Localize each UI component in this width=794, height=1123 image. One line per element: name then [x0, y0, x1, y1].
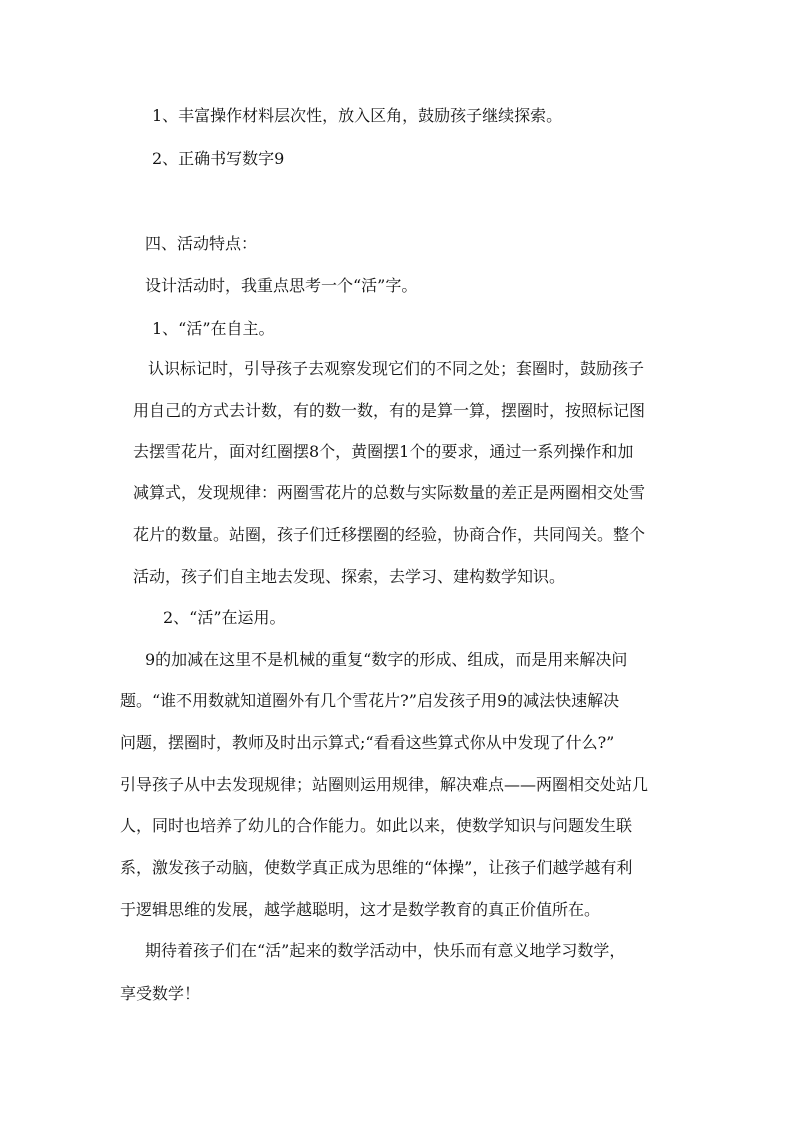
closing-line: 享受数学！ — [120, 984, 201, 1003]
point-2-line: 9的加减在这里不是机械的重复“数字的形成、组成，而是用来解决问 — [145, 650, 628, 669]
closing-line: 期待着孩子们在“活”起来的数学活动中，快乐而有意义地学习数学， — [145, 941, 626, 960]
point-1-line: 用自己的方式去计数，有的数一数，有的是算一算，摆圈时，按照标记图 — [133, 401, 646, 420]
point-2-line: 人，同时也培养了幼儿的合作能力。如此以来，使数学知识与问题发生联 — [120, 816, 633, 835]
point-2-line: 引导孩子从中去发现规律；站圈则运用规律，解决难点——两圈相交处站几 — [120, 775, 649, 794]
point-2-line: 系，激发孩子动脑，使数学真正成为思维的“体操”，让孩子们越学越有利 — [120, 858, 633, 877]
point-2-line: 于逻辑思维的发展，越学越聪明，这才是数学教育的真正价值所在。 — [120, 900, 601, 919]
point-1-line: 认识标记时，引导孩子去观察发现它们的不同之处；套圈时，鼓励孩子 — [148, 359, 645, 378]
point-1-line: 活动，孩子们自主地去发现、探索，去学习、建构数学知识。 — [133, 567, 566, 586]
section-heading: 四、活动特点： — [145, 234, 258, 253]
point-1-line: 减算式，发现规律：两圈雪花片的总数与实际数量的差正是两圈相交处雪 — [133, 483, 646, 502]
point-1-line: 去摆雪花片，面对红圈摆8个，黄圈摆1个的要求，通过一系列操作和加 — [133, 442, 634, 461]
section-intro: 设计活动时，我重点思考一个“活”字。 — [145, 276, 418, 295]
point-2-line: 题。“谁不用数就知道圈外有几个雪花片?”启发孩子用9的减法快速解决 — [120, 691, 620, 710]
point-1-line: 花片的数量。站圈，孩子们迁移摆圈的经验，协商合作，共同闯关。整个 — [133, 525, 646, 544]
point-1-title: 1、“活”在自主。 — [152, 319, 275, 338]
extension-item-2: 2、正确书写数字9 — [152, 149, 285, 168]
point-2-line: 问题，摆圈时，教师及时出示算式;“看看这些算式你从中发现了什么?” — [120, 733, 615, 752]
point-2-title: 2、“活”在运用。 — [163, 608, 286, 627]
extension-item-1: 1、丰富操作材料层次性，放入区角，鼓励孩子继续探索。 — [152, 106, 563, 125]
